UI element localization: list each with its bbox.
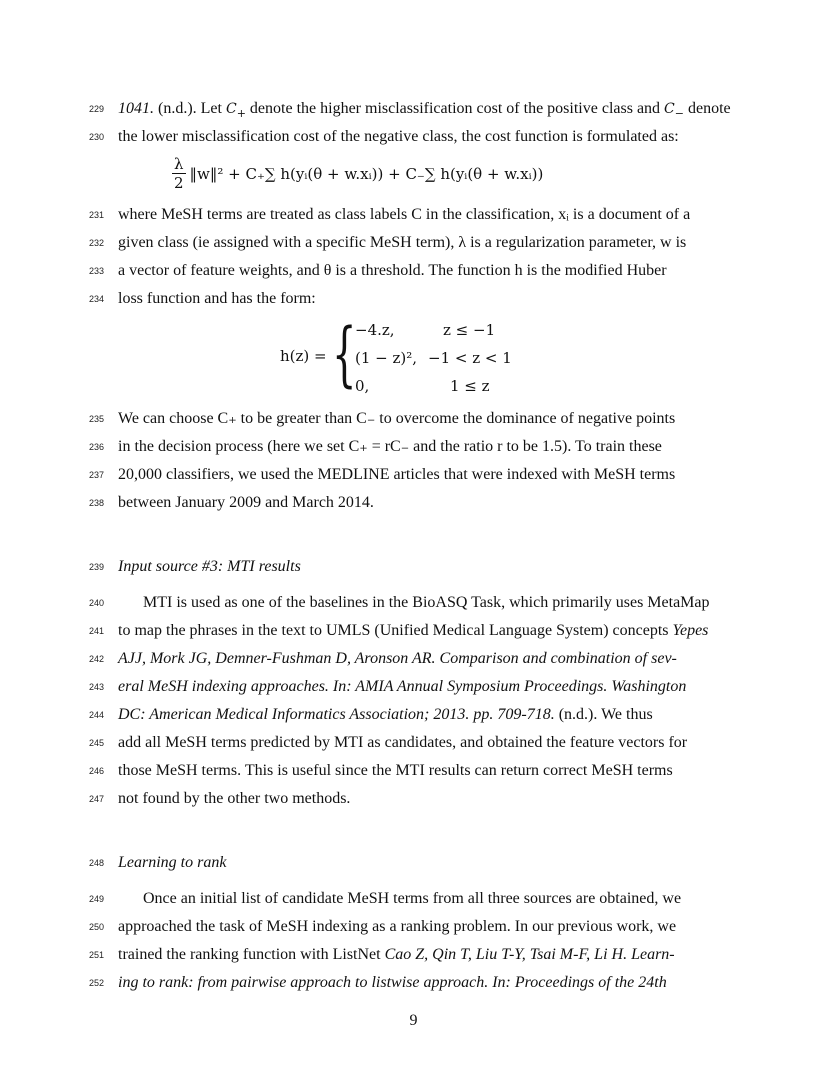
citation-fragment: 1041. (118, 100, 154, 117)
line-number: 247 (88, 794, 104, 804)
line-number: 234 (88, 294, 104, 304)
text-line-236: in the decision process (here we set C₊ = rC₋ and the ratio r to be 1.5). To train these (118, 438, 662, 455)
line-number: 243 (88, 682, 104, 692)
line-number: 237 (88, 470, 104, 480)
line-number: 252 (88, 978, 104, 988)
citation-fragment: Yepes (672, 622, 709, 639)
equation-body: ‖w‖² + C₊∑ h(yᵢ(θ + w.xᵢ)) + C₋∑ h(yᵢ(θ + w.xᵢ)) (189, 164, 544, 183)
cost-function-equation (172, 155, 543, 192)
line-number: 250 (88, 922, 104, 932)
line-number: 248 (88, 858, 104, 868)
text-line-249: Once an initial list of candidate MeSH terms from all three sources are obtained, we (143, 890, 682, 907)
text-line-250: approached the task of MeSH indexing as a ranking problem. In our previous work, we (118, 918, 677, 935)
text-line-244 (118, 705, 718, 725)
section-heading-learning-to-rank: Learning to rank (118, 854, 227, 871)
lambda-fraction (172, 155, 186, 192)
text-line-235: We can choose C₊ to be greater than C₋ to overcome the dominance of negative points (118, 410, 676, 427)
line-number: 231 (88, 210, 104, 220)
case-condition: −1 < z < 1 (428, 349, 512, 367)
fraction-denominator: 2 (173, 174, 184, 192)
line-number: 235 (88, 414, 104, 424)
line-number: 233 (88, 266, 104, 276)
section-heading-mti: Input source #3: MTI results (118, 558, 301, 575)
text-line-247: not found by the other two methods. (118, 790, 351, 807)
text-line-251 (118, 945, 718, 965)
text-span: (n.d.). We thus (554, 706, 653, 723)
text-line-242: AJJ, Mork JG, Demner-Fushman D, Aronson AR. Comparison and combination of sev- (118, 650, 677, 667)
line-number: 245 (88, 738, 104, 748)
text-line-243: eral MeSH indexing approaches. In: AMIA Annual Symposium Proceedings. Washington (118, 678, 687, 695)
line-number: 232 (88, 238, 104, 248)
text-span: to map the phrases in the text to UMLS (Unified Medical Language System) concepts (118, 622, 673, 639)
line-number: 236 (88, 442, 104, 452)
text-line-234: loss function and has the form: (118, 290, 316, 307)
line-number: 241 (88, 626, 104, 636)
line-number: 238 (88, 498, 104, 508)
c-plus-symbol: $C_+$ (225, 101, 246, 120)
left-brace: { (332, 313, 357, 395)
line-number: 242 (88, 654, 104, 664)
text-line-229 (118, 99, 731, 124)
text-line-230: the lower misclassification cost of the negative class, the cost function is formulated as: (118, 128, 679, 145)
citation-fragment: DC: American Medical Informatics Association; 2013. pp. 709-718. (118, 706, 555, 723)
text-line-241 (118, 621, 718, 641)
text-line-246: those MeSH terms. This is useful since the MTI results can return correct MeSH terms (118, 762, 673, 779)
text-line-233: a vector of feature weights, and θ is a threshold. The function h is the modified Huber (118, 262, 667, 279)
equation-lhs: h(z) = (280, 347, 327, 365)
text-line-252: ing to rank: from pairwise approach to listwise approach. In: Proceedings of the 24th (118, 974, 667, 991)
citation-fragment: Cao Z, Qin T, Liu T-Y, Tsai M-F, Li H. Learn- (384, 946, 675, 963)
huber-loss-equation (280, 313, 520, 398)
case-condition: z ≤ −1 (443, 321, 496, 339)
case-value: (1 − z)², (355, 349, 418, 367)
text-line-232: given class (ie assigned with a specific MeSH term), λ is a regularization parameter, w is (118, 234, 687, 251)
line-number: 230 (88, 132, 104, 142)
line-number: 249 (88, 894, 104, 904)
c-minus-symbol: $C_-$ (664, 101, 684, 120)
text-span: (n.d.). Let (154, 100, 226, 117)
text-line-238: between January 2009 and March 2014. (118, 494, 374, 511)
text-line-245: add all MeSH terms predicted by MTI as candidates, and obtained the feature vectors for (118, 734, 688, 751)
case-condition: 1 ≤ z (450, 377, 490, 395)
line-number: 239 (88, 562, 104, 572)
text-line-237: 20,000 classifiers, we used the MEDLINE articles that were indexed with MeSH terms (118, 466, 676, 483)
line-number: 251 (88, 950, 104, 960)
line-number: 240 (88, 598, 104, 608)
case-value: −4.z, (355, 321, 395, 339)
text-line-240: MTI is used as one of the baselines in the BioASQ Task, which primarily uses MetaMap (143, 594, 710, 611)
text-span: trained the ranking function with ListNet (118, 946, 385, 963)
text-line-231: where MeSH terms are treated as class labels C in the classification, xᵢ is a document of a (118, 206, 691, 223)
fraction-numerator: λ (174, 155, 184, 173)
text-span: denote the higher misclassification cost of the positive class and (245, 100, 665, 117)
page-number: 9 (409, 1012, 418, 1029)
line-number: 246 (88, 766, 104, 776)
line-number: 244 (88, 710, 104, 720)
line-number: 229 (88, 104, 104, 114)
case-value: 0, (355, 377, 370, 395)
text-span: denote (683, 100, 731, 117)
